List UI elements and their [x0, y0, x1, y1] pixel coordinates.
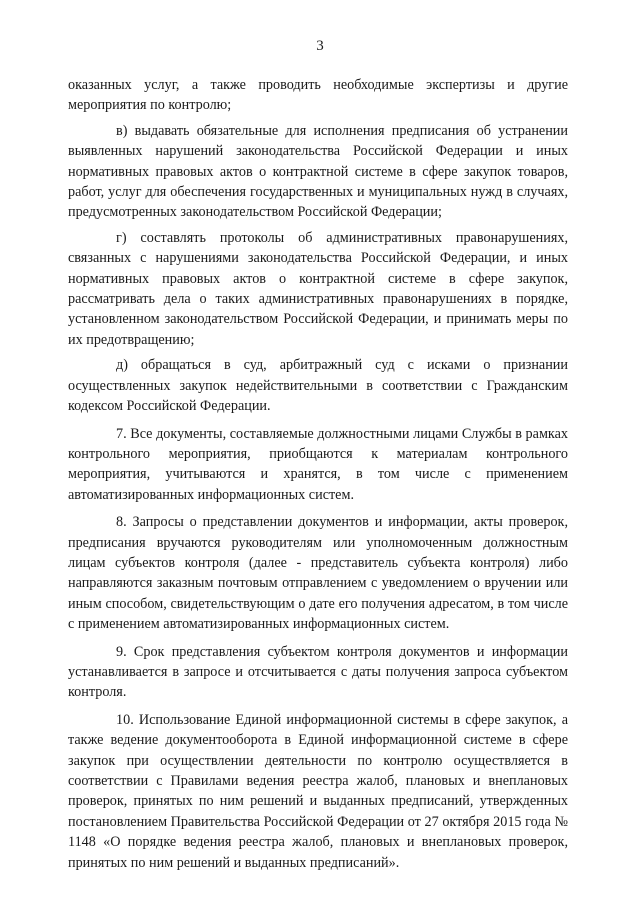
paragraph-clause-9: 9. Срок представления субъектом контроля документов и информации устанавливается в запросе и отсчитывается с даты получения запроса субъектом контроля. — [68, 643, 568, 701]
paragraph-continuation: оказанных услуг, а также проводить необходимые экспертизы и другие мероприятия по контролю; — [68, 77, 568, 114]
paragraph-clause-7: 7. Все документы, составляемые должностными лицами Службы в рамках контрольного мероприятия, приобщаются к материалам контрольного мероприятия, учитываются и хранятся, в том числе с применением автоматизированных информационных систем. — [68, 425, 568, 503]
document-body — [68, 75, 568, 873]
paragraph-item-g: г) составлять протоколы об административных правонарушениях, связанных с нарушениями законодательства Российской Федерации, и иных нормативных правовых актов о контрактной системе в сфере закупок, рассматривать дела о таких административных правонарушениях в порядке, установленном законодательством Российской Федерации, и принимать меры по их предотвращению; — [68, 229, 568, 348]
paragraph-clause-10: 10. Использование Единой информационной системы в сфере закупок, а также ведение документооборота в Единой информационной системе в сфере закупок при осуществлении деятельности по контролю осуществляется в соответствии с Правилами ведения реестра жалоб, плановых и внеплановых проверок, принятых по ним решений и выданных предписаний, утвержденных постановлением Правительства Российской Федерации от 27 октября 2015 года № 1148 «О порядке ведения реестра жалоб, плановых и внеплановых проверок, принятых по ним решений и выданных предписаний». — [68, 711, 568, 871]
paragraph-item-v: в) выдавать обязательные для исполнения предписания об устранении выявленных нарушений законодательства Российской Федерации и иных нормативных правовых актов о контрактной системе в сфере закупок товаров, работ, услуг для обеспечения государственных и муниципальных нужд в случаях, предусмотренных законодательством Российской Федерации; — [68, 122, 568, 221]
paragraph-clause-8: 8. Запросы о представлении документов и информации, акты проверок, предписания вручаются руководителям или уполномоченным должностным лицам субъектов контроля (далее - представитель субъекта контроля) либо направляются заказным почтовым отправлением с уведомлением о вручении или иным способом, свидетельствующим о дате его получения адресатом, в том числе с применением автоматизированных информационных систем. — [68, 514, 568, 633]
page-number: 3 — [316, 38, 324, 54]
paragraph-item-d: д) обращаться в суд, арбитражный суд с исками о признании осуществленных закупок недействительными в соответствии с Гражданским кодексом Российской Федерации. — [68, 357, 568, 415]
